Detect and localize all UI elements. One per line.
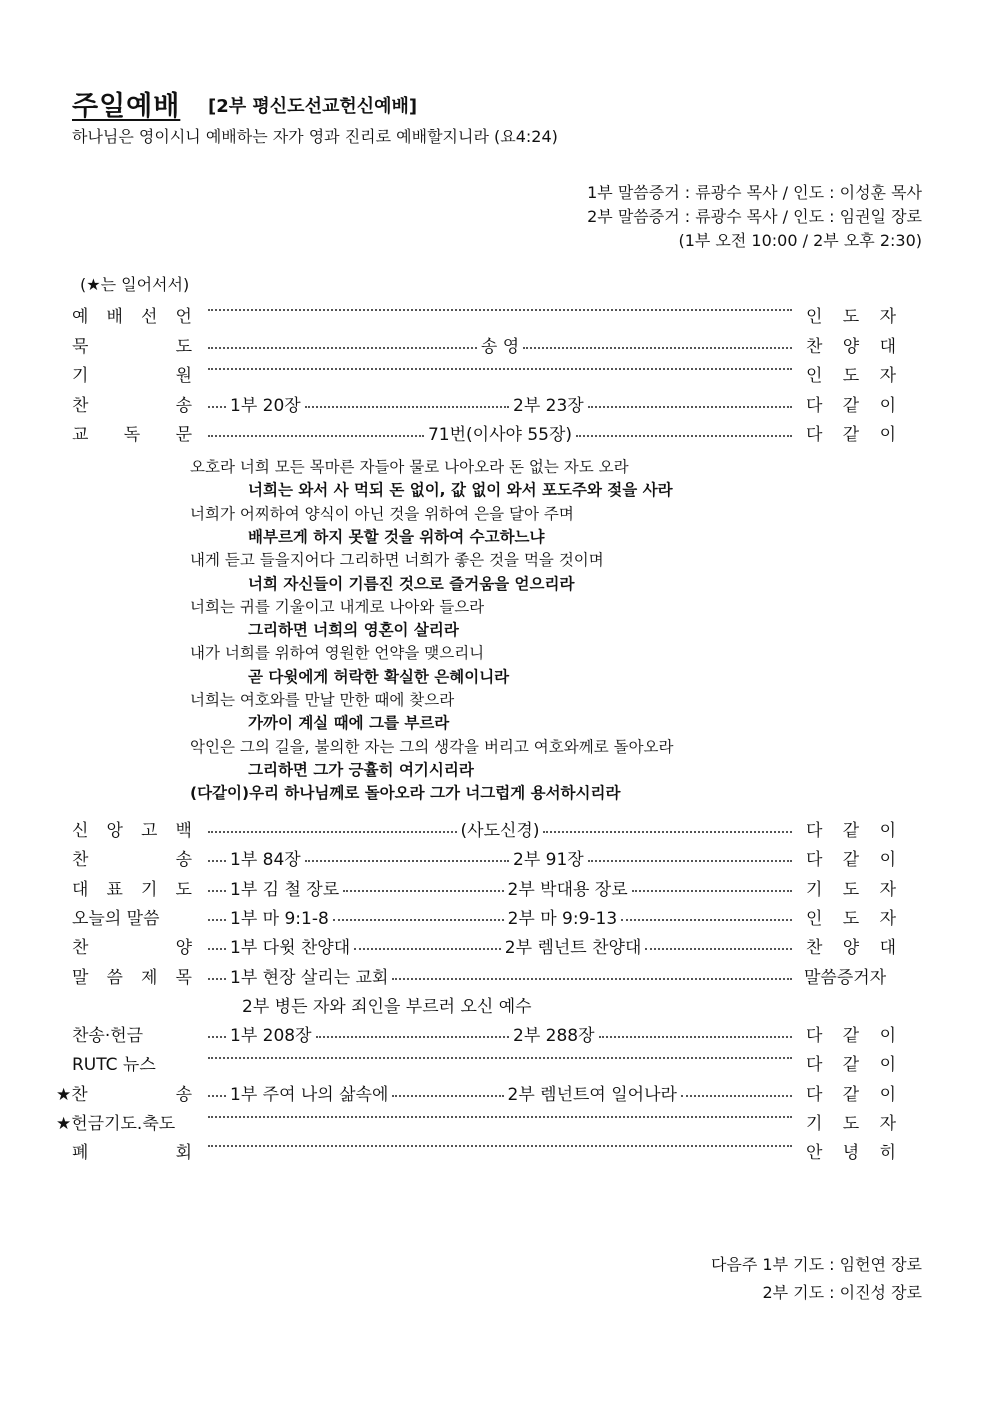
detail-part-2: 2부 23장 (513, 395, 584, 416)
order-row (72, 1021, 896, 1049)
order-detail (204, 845, 796, 870)
leader-dots (543, 830, 792, 833)
order-label-char: 앙 (106, 821, 123, 841)
leader-dots (208, 830, 457, 833)
order-row (72, 302, 896, 330)
order-role-char: 같 (842, 821, 860, 841)
order-role-char: 이 (879, 425, 896, 445)
people-line: 그리하면 너희의 영혼이 살리라 (248, 621, 459, 640)
detail-part-1: 1부 마 9:1-8 (230, 908, 329, 929)
order-role-char: 같 (842, 395, 860, 416)
order-detail (204, 1138, 796, 1147)
order-role (806, 875, 896, 900)
order-detail (204, 963, 796, 988)
order-label (72, 816, 192, 841)
order-role (806, 1080, 896, 1105)
order-detail (204, 816, 796, 841)
order-role (806, 816, 896, 841)
order-label-char: RUTC 뉴스 (72, 1055, 156, 1076)
order-role (806, 933, 896, 958)
order-role (806, 302, 896, 327)
order-role (806, 391, 896, 416)
detail-part-2: 2부 렘넌트여 일어나라 (507, 1084, 677, 1105)
detail-part-1: 1부 현장 살리는 교회 (230, 967, 389, 988)
leader-dots (208, 1056, 792, 1059)
order-role-char: 대 (879, 938, 896, 959)
order-role-char: 도 (842, 879, 860, 900)
order-detail (204, 1080, 796, 1105)
order-row (72, 845, 896, 873)
order-label (72, 963, 192, 988)
people-line: 곧 다윗에게 허락한 확실한 은혜이니라 (248, 667, 510, 686)
leader-dots (208, 1035, 226, 1038)
leader-dots (305, 859, 509, 862)
service-time: (1부 오전 10:00 / 2부 오후 2:30) (678, 231, 922, 250)
order-label-char: 양 (175, 938, 192, 959)
order-label-char: 표 (106, 879, 123, 900)
unison-line: (다같이)우리 하나님께로 돌아오라 그가 너그럽게 용서하시리라 (190, 784, 621, 803)
order-label-char: 예 (72, 307, 89, 327)
leader-dots (354, 947, 501, 950)
order-label-char: 도 (175, 336, 192, 357)
leader-dots (208, 308, 792, 311)
order-role (806, 845, 896, 870)
order-role-char: 자 (879, 1114, 896, 1134)
people-line: 너희는 와서 사 먹되 돈 없이, 값 없이 와서 포도주와 젖을 사라 (248, 481, 673, 500)
order-role-char: 이 (879, 821, 896, 841)
order-role-char: 말씀증거자 (804, 967, 887, 988)
next-week-prayer-1: 다음주 1부 기도 : 임헌연 장로 (710, 1255, 922, 1274)
order-detail (204, 1050, 796, 1059)
order-label-char: 씀 (106, 967, 123, 988)
order-label-char: 회 (175, 1143, 192, 1164)
order-label-char: 찬송·헌금 (72, 1026, 144, 1047)
order-label (56, 1080, 192, 1105)
order-label-char: 백 (175, 821, 192, 841)
order-role-char: 다 (806, 1026, 823, 1047)
order-role-char: 다 (806, 1055, 823, 1076)
order-label-char: 말 (72, 967, 89, 988)
order-label (56, 1109, 192, 1134)
order-role-char: 이 (879, 1084, 896, 1105)
order-role-char: 이 (879, 395, 896, 416)
order-row (72, 963, 896, 991)
detail-center: 71번(이사야 55장) (427, 425, 573, 445)
order-row (72, 933, 896, 961)
order-role-char: 이 (879, 850, 896, 871)
standing-note: (★는 일어서서) (80, 275, 190, 294)
leader-dots (588, 859, 792, 862)
order-role-char: 다 (806, 850, 823, 871)
leader-dots (392, 977, 792, 980)
order-row (56, 1080, 896, 1108)
order-label-char: ★헌금기도.축도 (56, 1114, 176, 1134)
people-line: 너희 자신들이 기름진 것으로 즐거움을 얻으리라 (248, 574, 575, 593)
order-role-char: 다 (806, 395, 823, 416)
order-label-char: 교 (72, 425, 89, 445)
leader-dots (681, 1094, 792, 1097)
leader-line: 악인은 그의 길을, 불의한 자는 그의 생각을 버리고 여호와께로 돌아오라 (190, 737, 674, 756)
order-row (72, 332, 896, 360)
order-label-char: 독 (123, 425, 141, 445)
order-row (72, 1050, 896, 1078)
order-label (72, 332, 192, 357)
order-label (72, 1050, 192, 1075)
detail-part-2: 2부 박대용 장로 (507, 879, 628, 900)
order-label-char: 제 (141, 967, 158, 988)
order-label-char: 기 (72, 366, 89, 386)
order-role-char: 같 (842, 1055, 860, 1076)
order-detail (204, 361, 796, 370)
order-role-char: 도 (842, 908, 860, 929)
order-role-char: 같 (842, 1026, 860, 1047)
order-role (806, 904, 896, 929)
leader-dots (208, 1094, 226, 1097)
leader-dots (208, 977, 226, 980)
order-role (806, 361, 896, 386)
order-label-char: 언 (175, 307, 192, 327)
scripture-verse: 하나님은 영이시니 예배하는 자가 영과 진리로 예배할지니라 (요4:24) (72, 127, 558, 146)
order-role (806, 1050, 896, 1075)
order-label (72, 302, 192, 327)
order-role-char: 인 (806, 366, 823, 386)
order-label-char: 원 (175, 366, 192, 386)
leader-dots (208, 1144, 792, 1147)
order-role-char: 이 (879, 1026, 896, 1047)
order-detail (204, 1021, 796, 1046)
people-line: 가까이 계실 때에 그를 부르라 (248, 714, 450, 733)
order-role-char: 대 (879, 336, 896, 357)
leader-dots (333, 918, 504, 921)
order-detail (204, 1109, 796, 1118)
preacher-line-2: 2부 말씀증거 : 류광수 목사 / 인도 : 임권일 장로 (587, 207, 922, 226)
order-detail (204, 904, 796, 929)
detail-part-2: 2부 렘넌트 찬양대 (504, 938, 642, 959)
leader-dots (316, 1035, 509, 1038)
order-label-char: 송 (175, 395, 192, 416)
order-label-char: 선 (141, 307, 158, 327)
order-role-char: 자 (879, 366, 896, 386)
order-label (72, 361, 192, 386)
order-label (72, 845, 192, 870)
order-label-char: 묵 (72, 336, 89, 357)
order-label (72, 1138, 192, 1163)
order-label (72, 875, 192, 900)
leader-dots (305, 405, 509, 408)
order-label-char: 찬 (72, 395, 89, 416)
leader-dots (208, 346, 477, 349)
order-detail (204, 332, 796, 357)
leader-line: 너희는 여호와를 만날 만한 때에 찾으라 (190, 691, 455, 709)
order-role-char: 도 (842, 1114, 860, 1134)
detail-part-2: 2부 마 9:9-13 (507, 908, 618, 929)
detail-part-1: 1부 다윗 찬양대 (230, 938, 351, 959)
order-role-char: 인 (806, 908, 823, 929)
order-label-char: 목 (175, 967, 192, 988)
leader-line: 너희는 귀를 기울이고 내게로 나아와 들으라 (190, 597, 485, 616)
detail-part-1: 1부 84장 (230, 850, 301, 871)
order-label-char: 오늘의 말씀 (72, 908, 160, 929)
leader-dots (576, 434, 792, 437)
leader-dots (645, 947, 792, 950)
leader-line: 너희가 어찌하여 양식이 아닌 것을 위하여 은을 달아 주며 (190, 504, 574, 523)
order-role-char: 기 (806, 879, 823, 900)
order-label (72, 420, 192, 445)
order-role-char: 같 (842, 850, 860, 871)
order-role-char: 이 (879, 1055, 896, 1076)
order-label-char: 배 (106, 307, 123, 327)
detail-part-1: 1부 김 철 장로 (230, 879, 340, 900)
order-role (806, 1109, 896, 1134)
sermon-title-part2: 2부 병든 자와 죄인을 부르러 오신 예수 (242, 996, 532, 1017)
order-role-char: 찬 (806, 336, 823, 357)
leader-dots (208, 434, 424, 437)
order-label-char: 대 (72, 879, 89, 900)
order-role-char: 다 (806, 821, 823, 841)
leader-dots (588, 405, 792, 408)
next-week-prayer-2: 2부 기도 : 이진성 장로 (762, 1283, 922, 1302)
leader-dots (208, 889, 226, 892)
order-role-char: 양 (842, 336, 860, 357)
order-label-char: 기 (141, 879, 158, 900)
leader-dots (621, 918, 792, 921)
order-label-char: 찬 (72, 850, 89, 871)
order-label-char: 신 (72, 821, 89, 841)
order-row (72, 1138, 896, 1166)
order-label-char: 도 (175, 879, 192, 900)
leader-dots (343, 889, 503, 892)
order-role (806, 1138, 896, 1163)
detail-part-1: 1부 208장 (230, 1026, 312, 1047)
order-role-char: 도 (842, 366, 860, 386)
page-title: 주일예배 (72, 91, 181, 122)
order-row (56, 1109, 896, 1137)
order-detail (204, 420, 796, 445)
order-detail (204, 933, 796, 958)
order-row (72, 391, 896, 419)
order-role-char: 녕 (842, 1143, 860, 1164)
order-detail (204, 302, 796, 311)
order-label (72, 904, 192, 929)
order-row (72, 904, 896, 932)
order-row (72, 816, 896, 844)
detail-center: 송 영 (480, 336, 520, 357)
people-line: 배부르게 하지 못할 것을 위하여 수고하느냐 (248, 527, 545, 546)
people-line: 그리하면 그가 긍휼히 여기시리라 (248, 760, 474, 779)
order-role-char: 같 (842, 425, 860, 445)
detail-center: (사도신경) (460, 821, 540, 841)
order-role (806, 332, 896, 357)
order-label-char: 찬 (72, 938, 89, 959)
leader-line: 내가 너희를 위하여 영원한 언약을 맺으리니 (190, 644, 485, 663)
leader-dots (208, 1115, 792, 1118)
order-detail (204, 875, 796, 900)
leader-dots (208, 859, 226, 862)
leader-dots (392, 1094, 503, 1097)
order-label-char: 송 (175, 1084, 192, 1105)
order-label (72, 933, 192, 958)
leader-dots (523, 346, 792, 349)
order-role (806, 1021, 896, 1046)
order-role-char: 기 (806, 1114, 823, 1134)
leader-line: 오호라 너희 모든 목마른 자들아 물로 나아오라 돈 없는 자도 오라 (190, 458, 629, 476)
order-role-char: 도 (842, 307, 860, 327)
detail-part-2: 2부 91장 (513, 850, 584, 871)
order-role-char: 안 (806, 1143, 823, 1164)
order-label-char: 송 (175, 850, 192, 871)
preacher-line-1: 1부 말씀증거 : 류광수 목사 / 인도 : 이성훈 목사 (587, 183, 922, 202)
order-label-char: ★찬 (56, 1084, 88, 1105)
detail-part-1: 1부 주여 나의 삶속에 (230, 1084, 389, 1105)
leader-line: 내게 듣고 들을지어다 그리하면 너희가 좋은 것을 먹을 것이며 (190, 551, 604, 570)
order-label-char: 폐 (72, 1143, 89, 1164)
order-row (72, 361, 896, 389)
leader-dots (208, 947, 226, 950)
order-role-char: 자 (879, 879, 896, 900)
order-role (804, 963, 896, 988)
leader-dots (599, 1035, 792, 1038)
detail-part-2: 2부 288장 (513, 1026, 595, 1047)
order-role-char: 다 (806, 1084, 823, 1105)
detail-part-1: 1부 20장 (230, 395, 301, 416)
order-role-char: 자 (879, 908, 896, 929)
order-detail (204, 391, 796, 416)
order-row (72, 992, 896, 1020)
leader-dots (208, 367, 792, 370)
order-role-char: 자 (879, 307, 896, 327)
leader-dots (208, 405, 226, 408)
order-role-char: 같 (842, 1084, 860, 1105)
service-subtitle: [2부 평신도선교헌신예배] (208, 96, 418, 117)
order-label (72, 1021, 192, 1046)
order-label-char: 문 (175, 425, 192, 445)
order-role-char: 양 (842, 938, 860, 959)
order-role-char: 다 (806, 425, 823, 445)
order-label (72, 391, 192, 416)
order-row (72, 420, 896, 448)
order-role-char: 히 (879, 1143, 896, 1164)
leader-dots (632, 889, 792, 892)
order-role (806, 420, 896, 445)
order-role-char: 인 (806, 307, 823, 327)
order-row (72, 875, 896, 903)
leader-dots (208, 918, 226, 921)
order-role-char: 찬 (806, 938, 823, 959)
order-label-char: 고 (141, 821, 158, 841)
